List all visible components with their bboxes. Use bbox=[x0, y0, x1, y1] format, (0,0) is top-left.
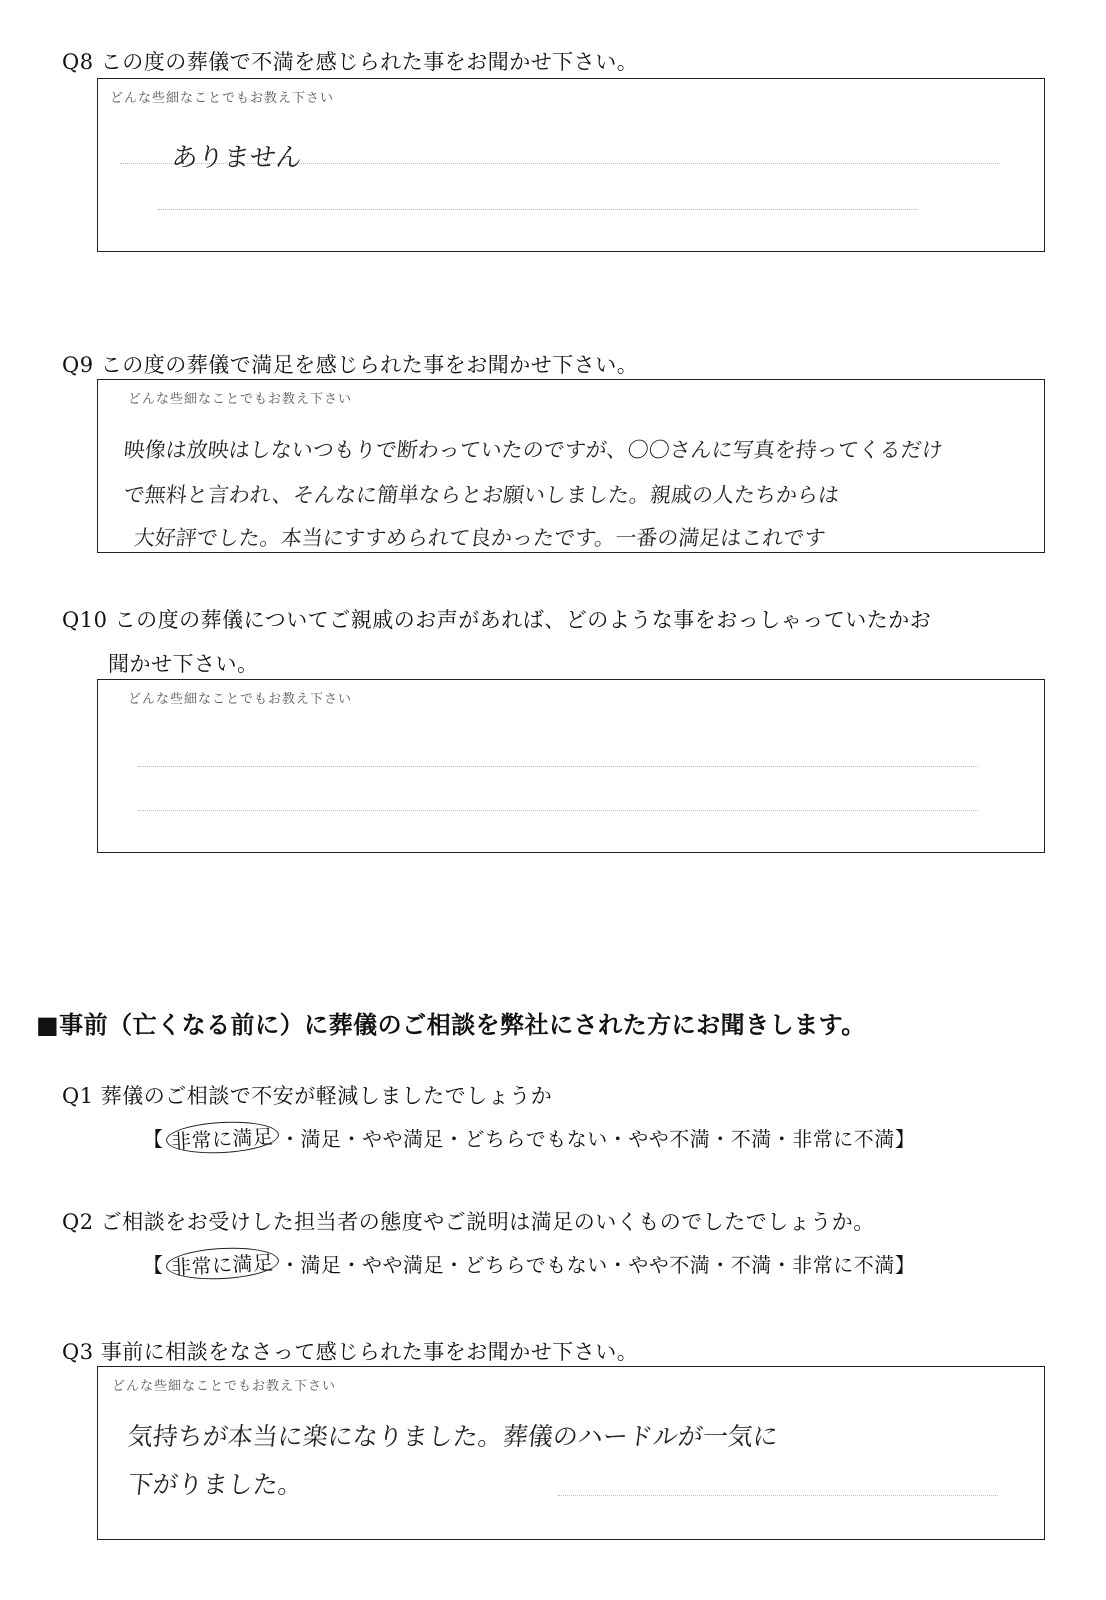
s-q3-answer-box[interactable] bbox=[97, 1366, 1045, 1540]
s-q3-handwritten-line-2: 下がりました。 bbox=[126, 1470, 305, 1499]
q10-label-line-1: Q10 この度の葬儀についてご親戚のお声があれば、どのような事をおっしゃっていたかお bbox=[62, 608, 932, 632]
bracket-close: 】 bbox=[894, 1127, 916, 1151]
q9-label: Q9 この度の葬儀で満足を感じられた事をお聞かせ下さい。 bbox=[62, 353, 639, 377]
q8-answer-box[interactable] bbox=[97, 78, 1045, 252]
s-q2-other-options[interactable]: ・満足・やや満足・どちらでもない・やや不満・不満・非常に不満 bbox=[280, 1253, 895, 1277]
bracket-close: 】 bbox=[894, 1253, 916, 1277]
s-q1-other-options[interactable]: ・満足・やや満足・どちらでもない・やや不満・不満・非常に不満 bbox=[280, 1127, 895, 1151]
q9-handwritten-line-2: で無料と言われ、そんなに簡単ならとお願いしました。親戚の人たちからは bbox=[122, 483, 841, 507]
q8-guide-line bbox=[158, 209, 918, 210]
s-q3-hint: どんな些細なことでもお教え下さい bbox=[112, 1379, 337, 1394]
s-q1-selected-option[interactable]: 非常に満足 bbox=[165, 1119, 279, 1156]
s-q2-selected-option[interactable]: 非常に満足 bbox=[165, 1245, 279, 1282]
q10-answer-box[interactable] bbox=[97, 679, 1045, 853]
q10-guide-line bbox=[138, 810, 978, 811]
s-q3-guide-line bbox=[558, 1495, 998, 1496]
section-heading: ■事前（亡くなる前に）に葬儀のご相談を弊社にされた方にお聞きします。 bbox=[36, 1011, 866, 1039]
q9-handwritten-line-3: 大好評でした。本当にすすめられて良かったです。一番の満足はこれです bbox=[132, 526, 827, 550]
s-q1-options bbox=[143, 1122, 915, 1153]
q9-hint: どんな些細なことでもお教え下さい bbox=[128, 392, 353, 407]
q9-handwritten-line-1: 映像は放映はしないつもりで断わっていたのですが、〇〇さんに写真を持ってくるだけ bbox=[122, 438, 944, 462]
q8-hint: どんな些細なことでもお教え下さい bbox=[110, 91, 335, 106]
q8-label: Q8 この度の葬儀で不満を感じられた事をお聞かせ下さい。 bbox=[62, 50, 639, 74]
bracket-open: 【 bbox=[143, 1253, 164, 1277]
q10-guide-line bbox=[138, 766, 978, 767]
q8-handwritten-answer: ありません bbox=[170, 143, 304, 173]
s-q3-handwritten-line-1: 気持ちが本当に楽になりました。葬儀のハードルが一気に bbox=[126, 1422, 780, 1451]
s-q2-label: Q2 ご相談をお受けした担当者の態度やご説明は満足のいくものでしたでしょうか。 bbox=[62, 1210, 875, 1234]
s-q3-label: Q3 事前に相談をなさって感じられた事をお聞かせ下さい。 bbox=[62, 1340, 639, 1364]
q10-hint: どんな些細なことでもお教え下さい bbox=[128, 692, 353, 707]
q10-label-line-2: 聞かせ下さい。 bbox=[108, 652, 259, 676]
s-q2-options bbox=[143, 1248, 915, 1279]
s-q1-label: Q1 葬儀のご相談で不安が軽減しましたでしょうか bbox=[62, 1084, 553, 1108]
bracket-open: 【 bbox=[143, 1127, 164, 1151]
q9-answer-box[interactable] bbox=[97, 379, 1045, 553]
